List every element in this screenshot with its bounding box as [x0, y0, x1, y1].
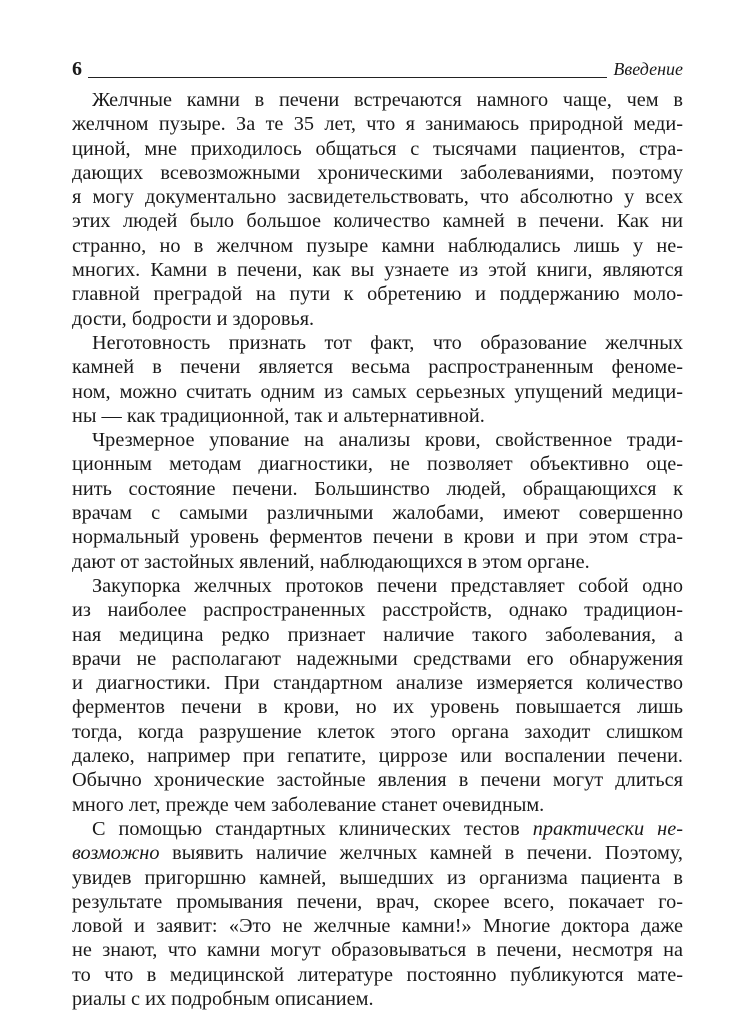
text-line: [72, 841, 683, 865]
text-line: риалы с их подробным описанием.: [72, 987, 374, 1010]
italic-emphasis: возможно: [72, 842, 160, 865]
text-line: из наиболее распространенных расстройств, однако традицион-: [72, 599, 683, 622]
text-line: главной преградой на пути к обретению и поддержанию моло-: [72, 283, 683, 306]
paragraph: [72, 88, 683, 331]
text-line: ферментов печени в крови, но их уровень повышается лишь: [72, 696, 683, 719]
text-line: ная медицина редко признает наличие такого заболевания, а: [72, 623, 683, 646]
text-line: дости, бодрости и здоровья.: [72, 307, 315, 330]
text-line: увидев пригоршню камней, вышедших из организма пациента в: [72, 866, 683, 889]
text-line: Обычно хронические застойные явления в печени могут длиться: [72, 769, 683, 792]
text-line: камней в печени является весьма распространенным феноме-: [72, 356, 683, 379]
paragraph: [72, 817, 683, 1011]
text-line: результате промывания печени, врач, скорее всего, покачает го-: [72, 890, 683, 913]
text-line: врачам с самыми различными жалобами, имеют совершенно: [72, 502, 683, 525]
text-line: желчном пузыре. За те 35 лет, что я занимаюсь природной меди-: [72, 113, 683, 136]
running-title: Введение: [613, 59, 683, 79]
paragraph: [72, 331, 683, 428]
page-header: [72, 58, 683, 82]
page-body: [72, 88, 683, 1011]
text-line: далеко, например при гепатите, циррозе или воспалении печени.: [72, 745, 683, 768]
text-line: нить состояние печени. Большинство людей, обращающихся к: [72, 477, 683, 500]
text-line: Чрезмерное упование на анализы крови, свойственное тради-: [92, 429, 683, 452]
text-line: Закупорка желчных протоков печени представляет собой одно: [92, 574, 683, 597]
text-line: я могу документально засвидетельствовать, что абсолютно у всех: [72, 186, 683, 209]
text-line: этих людей было большое количество камней в печени. Как ни: [72, 210, 683, 233]
text-line: не знают, что камни могут образовываться в печени, несмотря на: [72, 939, 683, 962]
text-line: дают от застойных явлений, наблюдающихся в этом органе.: [72, 550, 590, 573]
text-line: и диагностики. При стандартном анализе измеряется количество: [72, 672, 683, 695]
text-line: ционным методам диагностики, не позволяет объективно оце-: [72, 453, 683, 476]
text-line: тогда, когда разрушение клеток этого органа заходит слишком: [72, 720, 683, 743]
italic-emphasis: практически не-: [532, 817, 683, 840]
text-segment: выявить наличие желчных камней в печени. Поэтому,: [159, 842, 683, 865]
text-line: ловой и заявит: «Это не желчные камни!» Многие доктора даже: [72, 915, 683, 938]
text-line: многих. Камни в печени, как вы узнаете из этой книги, являются: [72, 259, 683, 282]
page-number: 6: [72, 58, 82, 80]
text-line: ны — как традиционной, так и альтернативной.: [72, 404, 485, 427]
text-line: нормальный уровень ферментов печени в крови и при этом стра-: [72, 526, 683, 549]
text-line: циной, мне приходилось общаться с тысячами пациентов, стра-: [72, 137, 683, 160]
text-line: ном, можно считать одним из самых серьезных упущений медици-: [72, 380, 683, 403]
text-line: Желчные камни в печени встречаются намного чаще, чем в: [92, 89, 683, 111]
text-line: Неготовность признать тот факт, что образование желчных: [92, 331, 683, 354]
text-line: дающих всевозможными хроническими заболеваниями, поэтому: [72, 161, 683, 184]
text-line: [72, 817, 683, 841]
text-line: много лет, прежде чем заболевание станет очевидным.: [72, 793, 545, 816]
paragraph: [72, 428, 683, 574]
text-line: то что в медицинской литературе постоянно публикуются мате-: [72, 963, 683, 986]
text-segment: С помощью стандартных клинических тестов: [92, 817, 533, 840]
header-rule: [88, 77, 607, 78]
text-line: врачи не располагают надежными средствами его обнаружения: [72, 647, 683, 670]
text-line: странно, но в желчном пузыре камни наблюдались лишь у не-: [72, 234, 683, 257]
paragraph: [72, 574, 683, 817]
